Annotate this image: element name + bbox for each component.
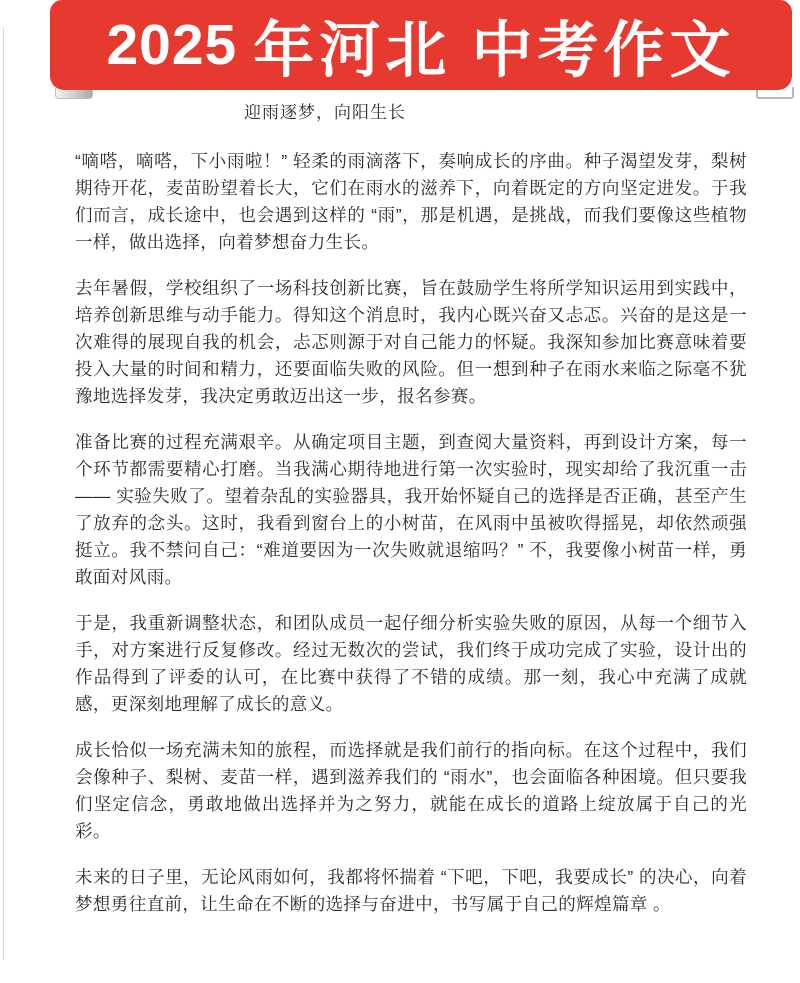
essay-paragraph-1: “嘀嗒，嘀嗒，下小雨啦！” 轻柔的雨滴落下，奏响成长的序曲。种子渴望发芽，梨树期待开花，麦苗盼望着长大，它们在雨水的滋养下，向着既定的方向坚定进发。于我们而言，成长途中，也会遇到这样的 “雨”，那是机遇，是挑战，而我们要像这些植物一样，做出选择，向着梦想奋力生长。 [75, 151, 747, 252]
title-banner [50, 0, 792, 90]
essay-paragraph-2: 去年暑假，学校组织了一场科技创新比赛，旨在鼓励学生将所学知识运用到实践中，培养创新思维与动手能力。得知这个消息时，我内心既兴奋又忐忑。兴奋的是这是一次难得的展现自我的机会，忐忑则源于对自己能力的怀疑。我深知参加比赛意味着要投入大量的时间和精力，还要面临失败的风险。但一想到种子在雨水来临之际毫不犹豫地选择发芽，我决定勇敢迈出这一步，报名参赛。 [75, 278, 747, 406]
banner-title: 年河北 中考作文 [253, 17, 736, 85]
essay-paragraph-4: 于是，我重新调整状态，和团队成员一起仔细分析实验失败的原因，从每一个细节入手，对方案进行反复修改。经过无数次的尝试，我们终于成功完成了实验，设计出的作品得到了评委的认可，在比赛中获得了不错的成绩。那一刻，我心中充满了成就感，更深刻地理解了成长的意义。 [75, 613, 747, 714]
essay-body [75, 148, 747, 918]
essay-paragraph-6: 未来的日子里，无论风雨如何，我都将怀揣着 “下吧，下吧，我要成长” 的决心，向着梦想勇往直前，让生命在不断的选择与奋进中，书写属于自己的辉煌篇章 。 [75, 867, 747, 914]
page-left-border [3, 28, 4, 960]
essay-paragraph-5: 成长恰似一场充满未知的旅程，而选择就是我们前行的指向标。在这个过程中，我们会像种子、梨树、麦苗一样，遇到滋养我们的 “雨水”，也会面临各种困境。但只要我们坚定信念，勇敢地做出选择并为之努力，就能在成长的道路上绽放属于自己的光彩。 [75, 740, 747, 841]
essay-subtitle: 迎雨逐梦，向阳生长 [244, 103, 406, 122]
essay-paragraph-3: 准备比赛的过程充满艰辛。从确定项目主题，到查阅大量资料，再到设计方案，每一个环节都需要精心打磨。当我满心期待地进行第一次实验时，现实却给了我沉重一击 —— 实验失败了。望着杂乱的实验器具，我开始怀疑自己的选择是否正确，甚至产生了放弃的念头。这时，我看到窗台上的小树苗，在风雨中虽被吹得摇晃，却依然顽强挺立。我不禁问自己：“难道要因为一次失败就退缩吗？” 不，我要像小树苗一样，勇敢面对风雨。 [75, 432, 747, 587]
banner-year: 2025 [106, 13, 238, 77]
